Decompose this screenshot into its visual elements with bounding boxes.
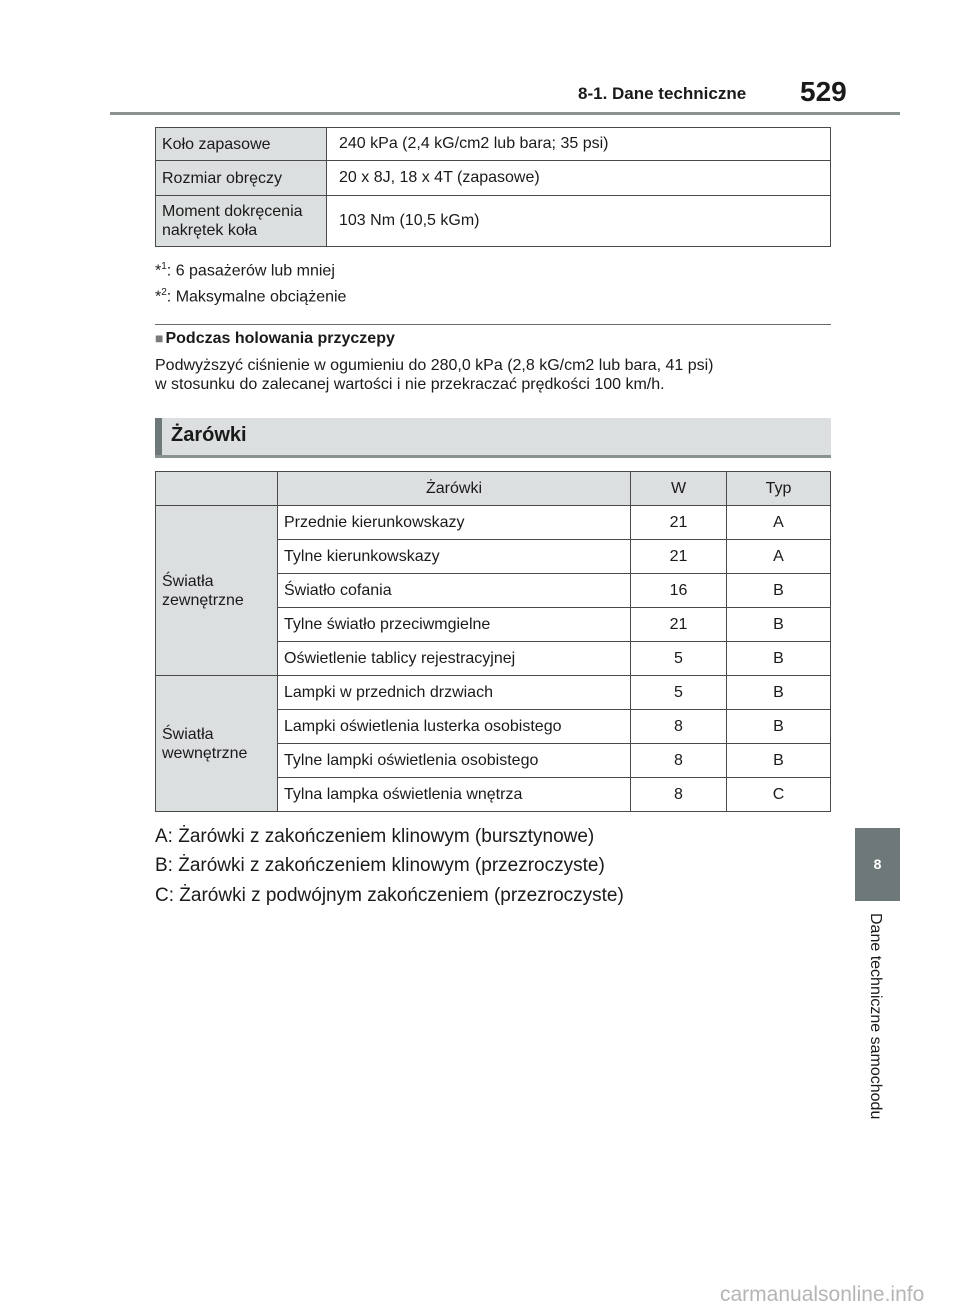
bulb-wattage: 21 (631, 608, 727, 642)
footnote (155, 261, 335, 280)
group-label-line: Światła (162, 572, 214, 590)
page-number: 529 (800, 76, 847, 107)
table-row (156, 161, 831, 196)
table-row (156, 128, 831, 161)
bulb-wattage: 8 (631, 710, 727, 744)
bulb-type: B (727, 608, 831, 642)
watermark: carmanualsonline.info (720, 1283, 925, 1306)
bulb-name: Światło cofania (278, 574, 631, 608)
spec-value: 240 kPa (2,4 kG/cm2 lub bara; 35 psi) (327, 128, 831, 161)
spec-key: Koło zapasowe (156, 128, 327, 161)
bulb-group-label (156, 676, 278, 812)
bulb-wattage: 5 (631, 676, 727, 710)
paragraph-line: Podwyższyć ciśnienie w ogumieniu do 280,0 kPa (2,8 kG/cm2 lub bara, 41 psi) (155, 357, 714, 374)
group-label-line: Światła (162, 725, 214, 743)
bulb-type: B (727, 744, 831, 778)
footnote-mark: * (155, 288, 162, 306)
bulb-type: B (727, 574, 831, 608)
table-row (156, 196, 831, 247)
bulb-type: B (727, 710, 831, 744)
footnote-mark: * (155, 262, 162, 280)
bulb-name: Lampki oświetlenia lusterka osobistego (278, 710, 631, 744)
square-bullet-icon: ■ (155, 330, 164, 346)
section-title: 8-1. Dane techniczne (578, 84, 747, 103)
spec-key: Rozmiar obręczy (156, 161, 327, 196)
bulb-type: C (727, 778, 831, 812)
table-header-row (156, 472, 831, 506)
towing-paragraph (155, 356, 831, 394)
column-header: W (631, 472, 727, 506)
spec-key (156, 196, 327, 247)
column-header (156, 472, 278, 506)
bulb-wattage: 8 (631, 744, 727, 778)
paragraph-line: w stosunku do zalecanej wartości i nie przekraczać prędkości 100 km/h. (155, 376, 665, 393)
footnote (155, 287, 346, 306)
footnote-number: 2 (161, 287, 167, 298)
bulb-wattage: 21 (631, 540, 727, 574)
bulb-name: Lampki w przednich drzwiach (278, 676, 631, 710)
bulb-type: B (727, 642, 831, 676)
bulb-name: Tylne kierunkowskazy (278, 540, 631, 574)
wheel-spec-table (155, 127, 831, 247)
footnote-text: : 6 pasażerów lub mniej (166, 262, 335, 280)
chapter-tab: 8 (855, 828, 900, 901)
bulb-type: A (727, 506, 831, 540)
spec-key-line: Moment dokręcenia (162, 203, 303, 220)
footnote-text: : Maksymalne obciążenie (166, 288, 347, 306)
bulb-name: Przednie kierunkowskazy (278, 506, 631, 540)
header-divider (110, 112, 900, 115)
group-label-line: zewnętrzne (162, 591, 244, 609)
column-header: Żarówki (278, 472, 631, 506)
section-accent-bar (155, 418, 162, 455)
bulbs-section-title: Żarówki (171, 424, 247, 446)
bulb-wattage: 5 (631, 642, 727, 676)
table-row (156, 676, 831, 710)
column-header: Typ (727, 472, 831, 506)
bulb-name: Tylna lampka oświetlenia wnętrza (278, 778, 631, 812)
section-divider (155, 324, 831, 325)
spec-key-line: nakrętek koła (162, 222, 258, 239)
bulb-type-legend: A: Żarówki z zakończeniem klinowym (bursztynowe) (155, 826, 595, 847)
bulb-group-label (156, 506, 278, 676)
spec-value: 103 Nm (10,5 kGm) (327, 196, 831, 247)
towing-heading (155, 330, 395, 348)
bulbs-table (155, 471, 831, 812)
bulbs-section-header (155, 418, 831, 458)
towing-heading-text: Podczas holowania przyczepy (165, 330, 395, 347)
footnote-number: 1 (161, 261, 167, 272)
bulb-type-legend: B: Żarówki z zakończeniem klinowym (przezroczyste) (155, 855, 605, 876)
bulb-wattage: 21 (631, 506, 727, 540)
bulb-name: Oświetlenie tablicy rejestracyjnej (278, 642, 631, 676)
group-label-line: wewnętrzne (162, 744, 248, 762)
bulb-type: B (727, 676, 831, 710)
spec-value: 20 x 8J, 18 x 4T (zapasowe) (327, 161, 831, 196)
table-row (156, 506, 831, 540)
bulb-wattage: 8 (631, 778, 727, 812)
chapter-label: Dane techniczne samochodu (867, 913, 884, 1120)
bulb-type-legend: C: Żarówki z podwójnym zakończeniem (przezroczyste) (155, 885, 624, 906)
bulb-wattage: 16 (631, 574, 727, 608)
bulb-name: Tylne światło przeciwmgielne (278, 608, 631, 642)
bulb-name: Tylne lampki oświetlenia osobistego (278, 744, 631, 778)
bulb-type: A (727, 540, 831, 574)
